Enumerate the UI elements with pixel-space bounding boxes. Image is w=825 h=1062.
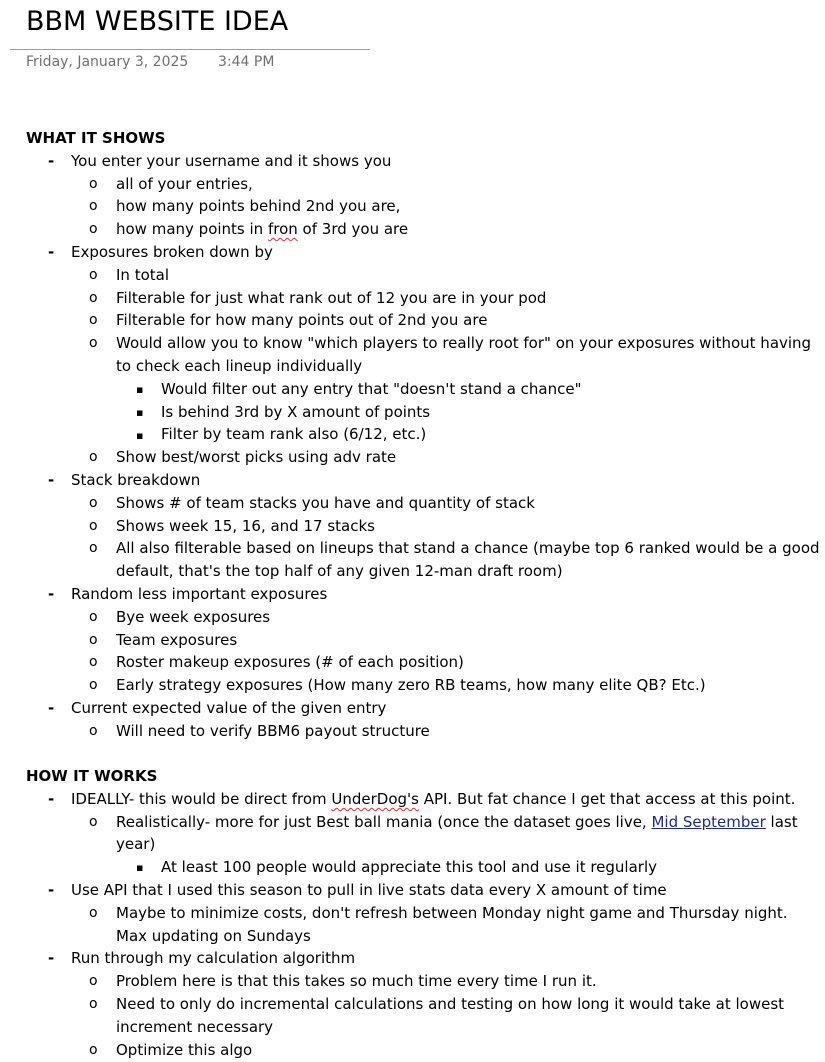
text-segment: IDEALLY- this would be direct from xyxy=(71,789,332,808)
list-item: Shows # of team stacks you have and quantity of stack xyxy=(116,493,535,512)
circle-bullet: o xyxy=(89,722,98,739)
circle-bullet: o xyxy=(89,198,98,215)
text-segment: how many points in xyxy=(116,220,268,239)
circle-bullet: o xyxy=(89,654,98,671)
circle-bullet: o xyxy=(89,608,98,625)
list-item: Would allow you to know "which players to really root for" on your exposures without having xyxy=(116,334,812,353)
list-item: Run through my calculation algorithm xyxy=(71,949,356,968)
list-item: Roster makeup exposures (# of each position) xyxy=(116,653,464,672)
misspelled-word[interactable]: UnderDog's xyxy=(331,789,419,808)
circle-bullet: o xyxy=(89,266,98,283)
list-item xyxy=(71,788,795,811)
page-title[interactable]: BBM WEBSITE IDEA xyxy=(26,6,289,37)
list-item: Current expected value of the given entry xyxy=(71,699,387,717)
dash-bullet: - xyxy=(48,151,55,170)
circle-bullet: o xyxy=(89,312,98,329)
page-date: Friday, January 3, 2025 xyxy=(26,54,189,70)
title-underline xyxy=(10,49,370,50)
list-item: all of your entries, xyxy=(116,174,253,193)
list-item: Exposures broken down by xyxy=(71,243,273,261)
square-bullet: ▪ xyxy=(136,861,144,875)
list-item: Show best/worst picks using adv rate xyxy=(116,448,397,467)
circle-bullet: o xyxy=(89,175,98,192)
circle-bullet: o xyxy=(89,540,98,557)
list-item: Team exposures xyxy=(116,630,238,649)
square-bullet: ▪ xyxy=(136,383,144,396)
list-item: At least 100 people would appreciate this tool and use it regularly xyxy=(161,858,658,877)
list-item: Is behind 3rd by X amount of points xyxy=(161,402,431,421)
circle-bullet: o xyxy=(89,996,98,1012)
dash-bullet: - xyxy=(48,949,55,968)
circle-bullet: o xyxy=(89,289,98,306)
misspelled-word[interactable]: fron xyxy=(267,220,298,239)
dash-bullet: - xyxy=(48,471,55,489)
list-item-continuation: increment necessary xyxy=(116,1017,274,1036)
dash-bullet: - xyxy=(48,789,55,808)
page-time: 3:44 PM xyxy=(218,54,275,70)
list-item: Random less important exposures xyxy=(71,585,328,603)
date-link[interactable]: Mid September xyxy=(651,812,766,831)
dash-bullet: - xyxy=(48,699,55,717)
list-item-continuation: to check each lineup individually xyxy=(116,357,363,375)
list-item: Early strategy exposures (How many zero RB teams, how many elite QB? Etc.) xyxy=(116,676,706,695)
list-item-continuation: year) xyxy=(116,835,156,854)
circle-bullet: o xyxy=(89,677,98,694)
list-item: Bye week exposures xyxy=(116,607,271,626)
circle-bullet: o xyxy=(89,517,98,534)
square-bullet: ▪ xyxy=(136,428,144,442)
list-item xyxy=(116,218,408,241)
circle-bullet: o xyxy=(89,813,98,830)
text-segment: last xyxy=(765,812,798,831)
list-item: Need to only do incremental calculations and testing on how long it would take at lowest xyxy=(116,995,785,1013)
section-heading-what-it-shows: WHAT IT SHOWS xyxy=(26,129,166,147)
text-segment: API. But fat chance I get that access at this point. xyxy=(418,789,796,808)
section-heading-how-it-works: HOW IT WORKS xyxy=(26,767,158,785)
list-item: Filterable for how many points out of 2nd you are xyxy=(116,311,488,330)
list-item: Filter by team rank also (6/12, etc.) xyxy=(161,425,427,444)
circle-bullet: o xyxy=(89,221,98,238)
list-item: In total xyxy=(116,265,169,284)
list-item-continuation: default, that's the top half of any given 12-man draft room) xyxy=(116,562,563,581)
list-item: Would filter out any entry that "doesn't stand a chance" xyxy=(161,379,582,398)
list-item xyxy=(116,811,798,834)
list-item: Maybe to minimize costs, don't refresh between Monday night game and Thursday night. xyxy=(116,903,788,922)
circle-bullet: o xyxy=(89,449,98,466)
circle-bullet: o xyxy=(89,1041,98,1058)
list-item: All also filterable based on lineups that stand a chance (maybe top 6 ranked would be a good xyxy=(116,539,820,558)
list-item: Will need to verify BBM6 payout structure xyxy=(116,721,430,740)
square-bullet: ▪ xyxy=(136,405,144,419)
circle-bullet: o xyxy=(89,631,98,648)
dash-bullet: - xyxy=(48,881,55,899)
dash-bullet: - xyxy=(48,585,55,603)
circle-bullet: o xyxy=(89,494,98,511)
list-item: Use API that I used this season to pull in live stats data every X amount of time xyxy=(71,881,667,899)
circle-bullet: o xyxy=(89,335,98,352)
list-item: Optimize this algo xyxy=(116,1040,253,1059)
text-segment: of 3rd you are xyxy=(297,220,409,239)
list-item-continuation: Max updating on Sundays xyxy=(116,926,311,945)
list-item: Shows week 15, 16, and 17 stacks xyxy=(116,516,375,535)
circle-bullet: o xyxy=(89,973,98,990)
list-item: You enter your username and it shows you xyxy=(71,151,392,170)
circle-bullet: o xyxy=(89,904,98,921)
list-item: Filterable for just what rank out of 12 you are in your pod xyxy=(116,288,547,307)
list-item: Stack breakdown xyxy=(71,471,201,489)
dash-bullet: - xyxy=(48,243,55,261)
list-item: how many points behind 2nd you are, xyxy=(116,197,401,216)
list-item: Problem here is that this takes so much time every time I run it. xyxy=(116,972,597,991)
text-segment: Realistically- more for just Best ball mania (once the dataset goes live, xyxy=(116,812,652,831)
